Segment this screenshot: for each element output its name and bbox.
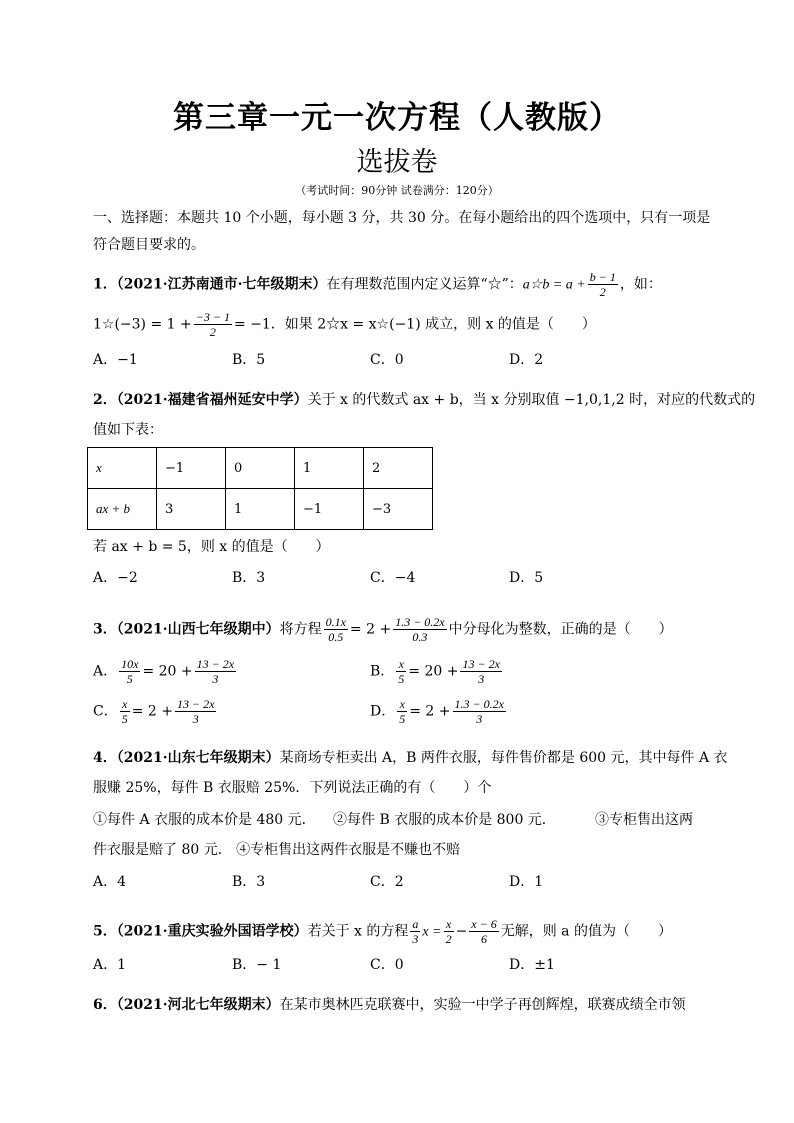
question-source: （2021·福建省福州延安中学） [116, 392, 308, 408]
question-number: 1． [93, 276, 117, 293]
fraction [453, 697, 506, 726]
option-label: B． [370, 663, 395, 680]
option-d[interactable]: D．5 [509, 570, 544, 586]
denominator: 2 [599, 285, 606, 299]
denominator: 3 [478, 672, 485, 686]
equation-mid: = 2 + [409, 703, 451, 720]
question-4-statements-cont: 件衣服是赔了 80 元． ④专柜售出这两件衣服是不赚也不赔 [93, 842, 461, 858]
option-a[interactable]: A．1 [93, 957, 127, 973]
question-source: （2021·重庆实验外国语学校） [116, 923, 308, 940]
option-b[interactable]: B．3 [232, 874, 266, 890]
question-text: 将方程 [279, 621, 322, 638]
table-cell: 0 [226, 448, 295, 489]
denominator: 3 [476, 712, 483, 726]
table-cell: 1 [226, 489, 295, 530]
question-number: 5． [93, 923, 117, 940]
denominator: 6 [481, 932, 488, 946]
fraction [195, 657, 236, 686]
equation-mid: x = [422, 924, 442, 940]
numerator: x [396, 657, 406, 672]
value-table [87, 447, 433, 530]
option-c[interactable]: C．2 [370, 874, 404, 890]
fraction [588, 270, 618, 299]
option-label: C． [93, 703, 118, 720]
denominator: 5 [399, 712, 406, 726]
option-b[interactable]: B．− 1 [232, 957, 282, 973]
table-cell: 1 [295, 448, 364, 489]
option-a[interactable] [93, 657, 238, 686]
numerator: −3 − 1 [195, 310, 230, 324]
numerator: 13 − 2x [196, 657, 235, 671]
option-b[interactable]: B．5 [232, 352, 266, 368]
table-cell: −1 [295, 489, 364, 530]
option-a[interactable]: A．−2 [93, 570, 138, 586]
option-d[interactable]: D．2 [509, 352, 544, 368]
numerator: x [397, 697, 407, 712]
table-cell: x [88, 448, 157, 489]
question-2 [93, 390, 755, 410]
option-a[interactable]: A．4 [93, 874, 127, 890]
question-3 [93, 615, 673, 644]
fraction [469, 917, 498, 946]
equation-mid: = 2 + [131, 703, 173, 720]
option-label: D． [370, 703, 396, 720]
denominator: 5 [121, 712, 128, 726]
question-5 [93, 917, 672, 946]
statement-3: ③专柜售出这两 [595, 812, 693, 828]
option-c[interactable]: C．−4 [370, 570, 416, 586]
fraction [119, 657, 140, 686]
question-text: 若关于 x 的方程 [307, 923, 409, 940]
table-cell: −3 [364, 489, 433, 530]
question-2-ask: 若 ax + b = 5，则 x 的值是（ ） [93, 539, 330, 555]
formula-lhs: a☆b = a + [522, 277, 586, 293]
statement-1: ①每件 A 衣服的成本价是 480 元． [93, 812, 316, 828]
numerator: x [444, 917, 454, 932]
question-number: 4． [93, 750, 117, 766]
equation-mid: = 20 + [142, 663, 193, 680]
numerator: b − 1 [589, 270, 616, 284]
option-b[interactable] [370, 657, 504, 686]
question-4-cont: 服赚 25%，每件 B 衣服赔 25%．下列说法正确的有（ ）个 [93, 780, 492, 796]
table-row [88, 448, 433, 489]
denominator: 5 [398, 672, 405, 686]
question-number: 2． [93, 392, 117, 408]
option-c[interactable]: C．0 [370, 957, 404, 973]
fraction [410, 917, 420, 946]
denominator: 3 [212, 672, 219, 686]
question-source: （2021·河北七年级期末） [116, 997, 280, 1013]
numerator: 13 − 2x [462, 657, 500, 671]
fraction [393, 615, 446, 644]
table-row [88, 489, 433, 530]
section-instructions: 一、选择题：本题共 10 个小题，每小题 3 分，共 30 分。在每小题给出的四个选项中，只有一项是 [93, 210, 711, 226]
fraction [460, 657, 501, 686]
option-c[interactable]: C．0 [370, 352, 404, 368]
table-cell: −1 [157, 448, 226, 489]
question-text: 在某市奥林匹克联赛中，实验一中学子再创辉煌，联赛成绩全市领 [279, 997, 686, 1013]
option-b[interactable]: B．3 [232, 570, 266, 586]
fraction [397, 697, 407, 726]
option-label: A． [93, 663, 118, 680]
denominator: 3 [412, 932, 419, 946]
option-a[interactable]: A．−1 [93, 352, 138, 368]
question-text: 中分母化为整数，正确的是（ ） [448, 621, 673, 638]
question-4 [93, 748, 728, 768]
numerator: x − 6 [471, 917, 497, 931]
denominator: 3 [192, 712, 199, 726]
numerator: 10x [121, 657, 139, 671]
question-source: （2021·江苏南通市·七年级期末） [116, 276, 327, 293]
fraction [444, 917, 454, 946]
denominator: 2 [445, 932, 452, 946]
question-text: ，如： [619, 276, 662, 293]
question-text: 无解，则 a 的值为（ ） [500, 923, 672, 940]
numerator: 0.1x [325, 615, 346, 629]
denominator: 2 [209, 325, 216, 339]
question-number: 3． [93, 621, 117, 638]
section-instructions-cont: 符合题目要求的。 [93, 237, 205, 253]
question-number: 6． [93, 997, 117, 1013]
denominator: 5 [126, 672, 133, 686]
exam-info: （考试时间：90分钟 试卷满分：120分） [295, 184, 499, 197]
question-text: 在有理数范围内定义运算“☆”： [326, 276, 523, 293]
table-cell: ax + b [88, 489, 157, 530]
fraction [120, 697, 130, 726]
numerator: x [120, 697, 130, 712]
fraction [396, 657, 406, 686]
equation-mid: = 20 + [408, 663, 459, 680]
option-d[interactable]: D．1 [509, 874, 544, 890]
example-rest: = −1．如果 2☆x = x☆(−1) 成立，则 x 的值是（ ） [233, 316, 596, 333]
fraction [194, 310, 232, 339]
equation-mid: = 2 + [349, 621, 392, 638]
question-text: 某商场专柜卖出 A，B 两件衣服，每件售价都是 600 元，其中每件 A 衣 [279, 750, 728, 766]
question-1 [93, 270, 662, 299]
fraction [175, 697, 216, 726]
option-d[interactable] [370, 697, 508, 726]
question-source: （2021·山西七年级期中） [116, 621, 280, 638]
numerator: a [412, 917, 419, 931]
question-1-example [93, 310, 596, 339]
statement-2: ②每件 B 衣服的成本价是 800 元． [333, 812, 556, 828]
equation-mid: − [455, 923, 468, 940]
denominator: 0.5 [328, 630, 344, 644]
example-lhs: 1☆(−3) = 1 + [93, 316, 192, 333]
page-title: 第三章一元一次方程（人教版） [173, 100, 621, 136]
question-text: 关于 x 的代数式 ax + b，当 x 分别取值 −1,0,1,2 时，对应的代数式的 [307, 392, 756, 408]
option-d[interactable]: D．±1 [509, 957, 555, 973]
question-6 [93, 995, 686, 1015]
numerator: 1.3 − 0.2x [454, 697, 504, 711]
table-cell: 3 [157, 489, 226, 530]
denominator: 0.3 [412, 630, 428, 644]
numerator: 13 − 2x [177, 697, 215, 711]
table-cell: 2 [364, 448, 433, 489]
fraction [324, 615, 348, 644]
question-2-cont: 值如下表： [93, 422, 163, 438]
numerator: 1.3 − 0.2x [395, 615, 445, 629]
page-subtitle: 选拔卷 [356, 147, 438, 178]
option-c[interactable] [93, 697, 218, 726]
question-source: （2021·山东七年级期末） [116, 750, 280, 766]
